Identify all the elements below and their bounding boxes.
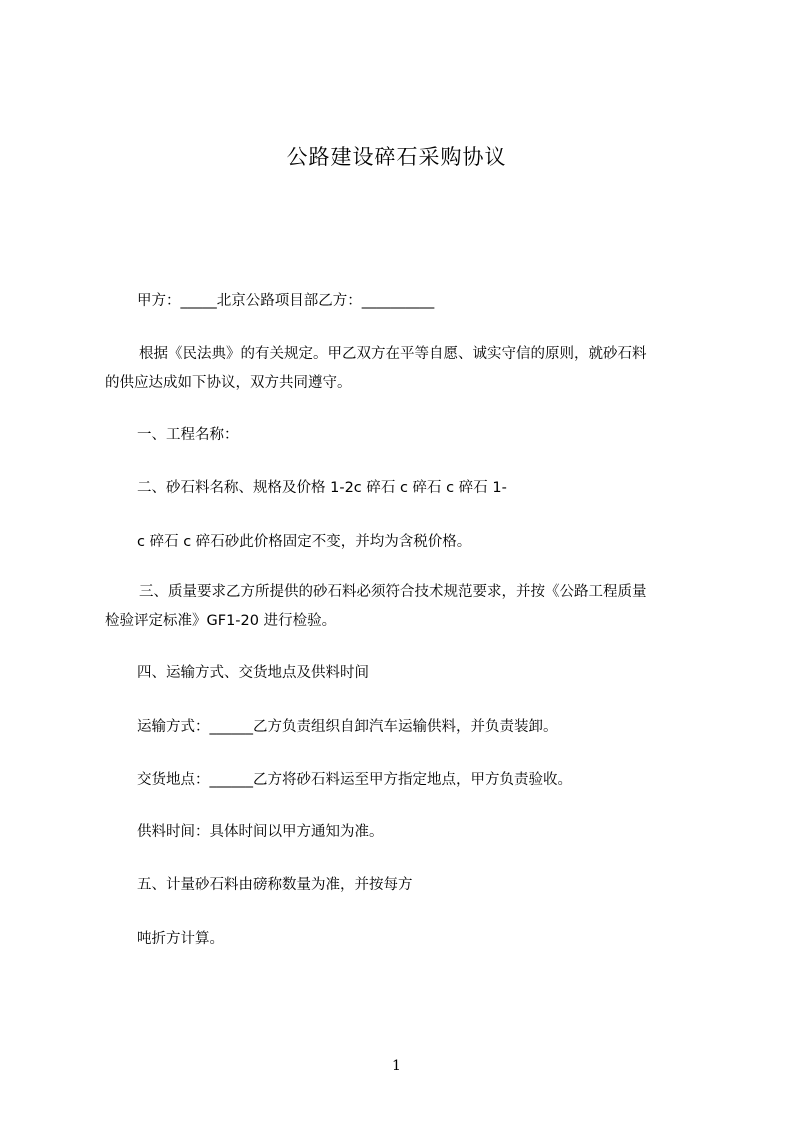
delivery-location-line: 交货地点：______乙方将砂石料运至甲方指定地点，甲方负责验收。: [137, 772, 572, 788]
intro-paragraph: [105, 340, 701, 398]
document-title: 公路建设碎石采购协议: [286, 145, 507, 169]
page-number: 1: [392, 1058, 401, 1074]
section-2-heading: 二、砂石料名称、规格及价格 1-2c 碎石 c 碎石 c 碎石 1-: [137, 480, 507, 496]
supply-time-line: 供料时间：具体时间以甲方通知为准。: [137, 824, 384, 840]
section-3-line-2: 检验评定标准》GF1-20 进行检验。: [105, 613, 337, 629]
section-3-paragraph: [105, 578, 701, 636]
intro-line-2: 的供应达成如下协议，双方共同遵守。: [105, 375, 352, 391]
section-4-heading: 四、运输方式、交货地点及供料时间: [137, 665, 369, 681]
section-5-continuation: 吨折方计算。: [137, 931, 224, 947]
parties-line: 甲方：_____北京公路项目部乙方：__________: [137, 293, 435, 309]
transport-method-line: 运输方式：______乙方负责组织自卸汽车运输供料，并负责装卸。: [137, 719, 558, 735]
section-1-heading: 一、工程名称：: [137, 427, 239, 443]
section-3-line-1: 三、质量要求乙方所提供的砂石料必须符合技术规范要求，并按《公路工程质量: [139, 584, 647, 600]
section-5-heading: 五、计量砂石料由磅称数量为准，并按每方: [137, 877, 413, 893]
section-2-continuation: c 碎石 c 碎石砂此价格固定不变，并均为含税价格。: [137, 534, 472, 550]
intro-line-1: 根据《民法典》的有关规定。甲乙双方在平等自愿、诚实守信的原则，就砂石料: [139, 346, 647, 362]
